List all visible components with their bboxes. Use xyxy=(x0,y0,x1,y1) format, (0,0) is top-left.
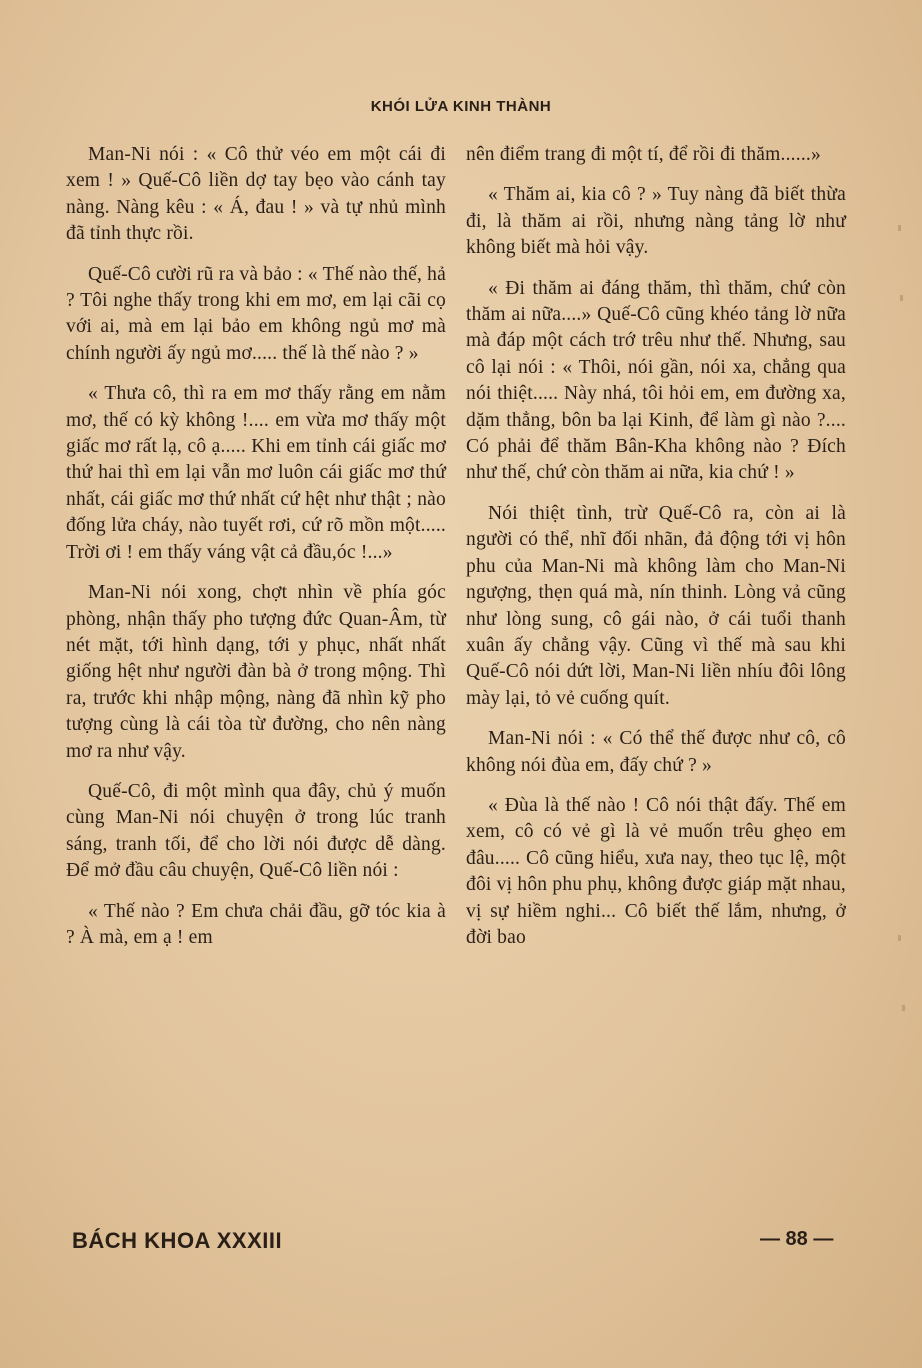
paragraph: nên điểm trang đi một tí, để rồi đi thăm......» xyxy=(466,144,821,165)
paragraph: Man-Ni nói : « Cô thử véo em một cái đi xem ! » Quế-Cô liền dợ tay bẹo vào cánh tay nàng. Nàng kêu : « Á, đau ! » và tự nhủ mình đã tỉnh thực rồi. xyxy=(66,144,446,245)
paper-speck xyxy=(898,935,901,941)
paragraph: « Đi thăm ai đáng thăm, thì thăm, chứ còn thăm ai nữa....» Quế-Cô cũng khéo tảng lờ nữa mà đáp một cách trớ trêu như thế. Nhưng, sau cô lại nói : « Thôi, nói gần, nói xa, chẳng qua nói thiệt..... Này nhá, tôi hỏi em, em đường xa, dặm thẳng, bôn ba lại Kinh, để làm gì nào ?.... Có phải để thăm Bân-Kha không nào ? Đích như thế, chứ còn thăm ai nữa, kia chứ ! » xyxy=(466,277,846,484)
paragraph: Man-Ni nói xong, chợt nhìn về phía góc phòng, nhận thấy pho tượng đức Quan-Âm, từ nét mặt, tới hình dạng, tới y phục, nhất nhất giống hệt như người đàn bà ở trong mộng. Thì ra, trước khi nhập mộng, nàng đã nhìn kỹ pho tượng cùng là cái tòa từ đường, cho nên nàng mơ ra như vậy. xyxy=(66,582,446,762)
paper-speck xyxy=(898,225,901,231)
paragraph: Quế-Cô cười rũ ra và bảo : « Thế nào thế, hả ? Tôi nghe thấy trong khi em mơ, em lại cãi cọ với ai, mà em lại bảo em không ngủ mơ mà chính người ấy ngủ mơ..... thế là thế nào ? » xyxy=(66,263,446,364)
right-column xyxy=(466,142,846,965)
magazine-name: BÁCH KHOA XXXIII xyxy=(72,1228,283,1253)
paragraph: Nói thiệt tình, trừ Quế-Cô ra, còn ai là người có thể, nhĩ đối nhãn, đả động tới vị hôn phu của Man-Ni mà không làm cho Man-Ni ngượng, thẹn quá mà, nín thinh. Lòng vả cũng như lòng sung, cô gái nào, ở cái tuổi thanh xuân ấy chẳng vậy. Cũng vì thế mà sau khi Quế-Cô nói dứt lời, Man-Ni liền nhíu đôi lông mày lại, tỏ vẻ cuống quít. xyxy=(466,502,846,709)
paragraph: Man-Ni nói : « Có thể thế được như cô, cô không nói đùa em, đấy chứ ? » xyxy=(466,728,846,776)
paragraph: « Thăm ai, kia cô ? » Tuy nàng đã biết thừa đi, là thăm ai rồi, nhưng nàng tảng lờ như không biết mà hỏi vậy. xyxy=(466,184,846,259)
page-number: — 88 — xyxy=(760,1228,834,1250)
paragraph: « Thưa cô, thì ra em mơ thấy rằng em nằm mơ, thế có kỳ không !.... em vừa mơ thấy một giấc mơ rất lạ, cô ạ..... Khi em tỉnh cái giấc mơ thứ hai thì em lại vẫn mơ luôn cái giấc mơ thứ nhất, cái giấc mơ thứ nhất cứ hệt như thật ; nào đống lửa cháy, nào tuyết rơi, cứ rõ mồn một..... Trời ơi ! em thấy váng vật cả đầu,óc !...» xyxy=(66,383,446,563)
paragraph: « Đùa là thế nào ! Cô nói thật đấy. Thế em xem, cô có vẻ gì là vẻ muốn trêu ghẹo em đâu..... Cô cũng hiểu, xưa nay, theo tục lệ, một đôi vị hôn phu phụ, không được giáp mặt nhau, vị sự hiềm nghi... Cô biết thế lắm, nhưng, ở đời bao xyxy=(466,794,846,948)
paper-speck xyxy=(902,1005,905,1011)
paragraph: Quế-Cô, đi một mình qua đây, chủ ý muốn cùng Man-Ni nói chuyện ở trong lúc tranh sáng, tranh tối, để cho lời nói được dễ dàng. Để mở đầu câu chuyện, Quế-Cô liền nói : xyxy=(66,780,446,882)
paragraph: « Thế nào ? Em chưa chải đầu, gỡ tóc kia à ? À mà, em ạ ! em xyxy=(66,900,446,948)
left-column xyxy=(66,142,446,965)
running-header: KHÓI LỬA KINH THÀNH xyxy=(370,98,552,115)
paper-speck xyxy=(900,295,903,301)
